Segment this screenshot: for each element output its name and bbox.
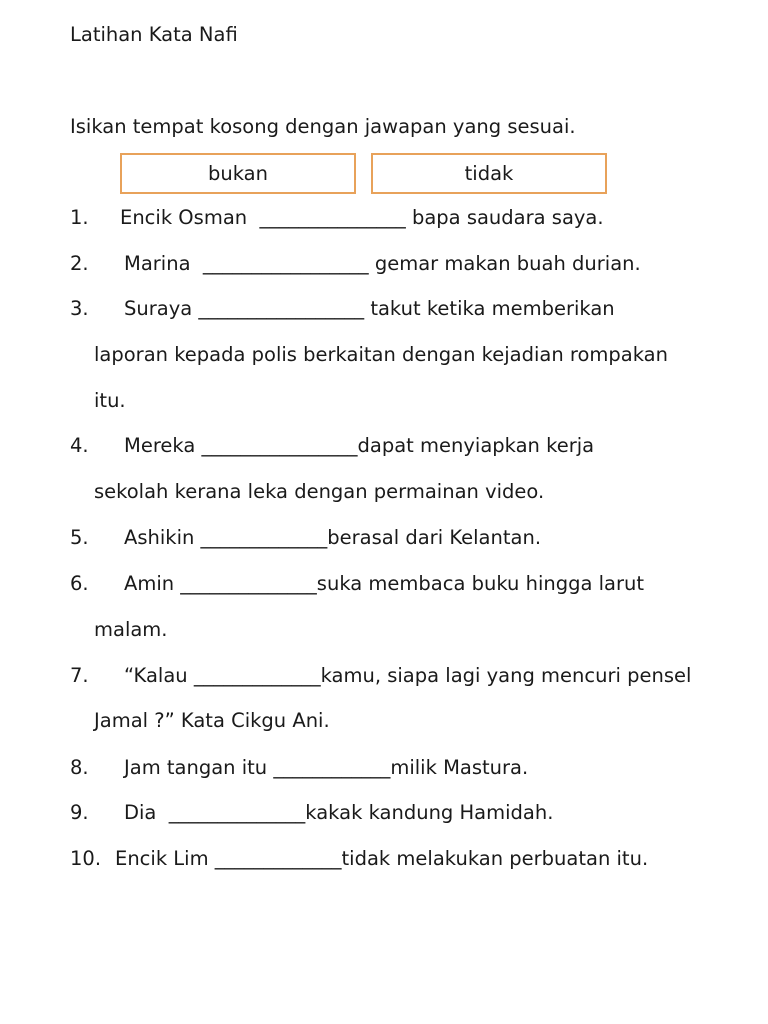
question-number: 9. [70, 801, 89, 824]
question-text: Ashikin _____________berasal dari Kelantan. [124, 526, 542, 549]
question-text: Encik Lim _____________tidak melakukan perbuatan itu. [115, 847, 649, 870]
question-text-continued: laporan kepada polis berkaitan dengan kejadian rompakan [94, 343, 668, 366]
question-text-continued: malam. [94, 618, 168, 641]
question-text: Jam tangan itu ____________milik Mastura. [124, 756, 529, 779]
word-bank-label-bukan: bukan [208, 162, 268, 185]
question-text-continued: Jamal ?” Kata Cikgu Ani. [94, 709, 330, 732]
question-text-continued: itu. [94, 389, 126, 412]
word-bank-box-tidak [371, 153, 607, 194]
word-bank-label-tidak: tidak [464, 162, 514, 185]
question-text: Marina _________________ gemar makan buah durian. [124, 252, 641, 275]
question-number: 4. [70, 434, 89, 457]
question-number: 2. [70, 252, 89, 275]
question-number: 5. [70, 526, 89, 549]
question-text-continued: sekolah kerana leka dengan permainan video. [94, 480, 545, 503]
question-number: 3. [70, 297, 89, 320]
question-number: 10. [70, 847, 102, 870]
question-text: Encik Osman _______________ bapa saudara saya. [120, 206, 604, 229]
instruction-text: Isikan tempat kosong dengan jawapan yang sesuai. [70, 115, 576, 138]
page-title: Latihan Kata Nafi [70, 23, 238, 46]
question-text: Amin ______________suka membaca buku hingga larut [124, 572, 645, 595]
question-number: 8. [70, 756, 89, 779]
question-number: 1. [70, 206, 89, 229]
question-text: “Kalau _____________kamu, siapa lagi yang mencuri pensel [124, 664, 692, 687]
question-number: 6. [70, 572, 89, 595]
question-text: Dia ______________kakak kandung Hamidah. [124, 801, 554, 824]
question-number: 7. [70, 664, 89, 687]
word-bank-box-bukan [120, 153, 356, 194]
question-text: Mereka ________________dapat menyiapkan kerja [124, 434, 595, 457]
question-text: Suraya _________________ takut ketika memberikan [124, 297, 615, 320]
